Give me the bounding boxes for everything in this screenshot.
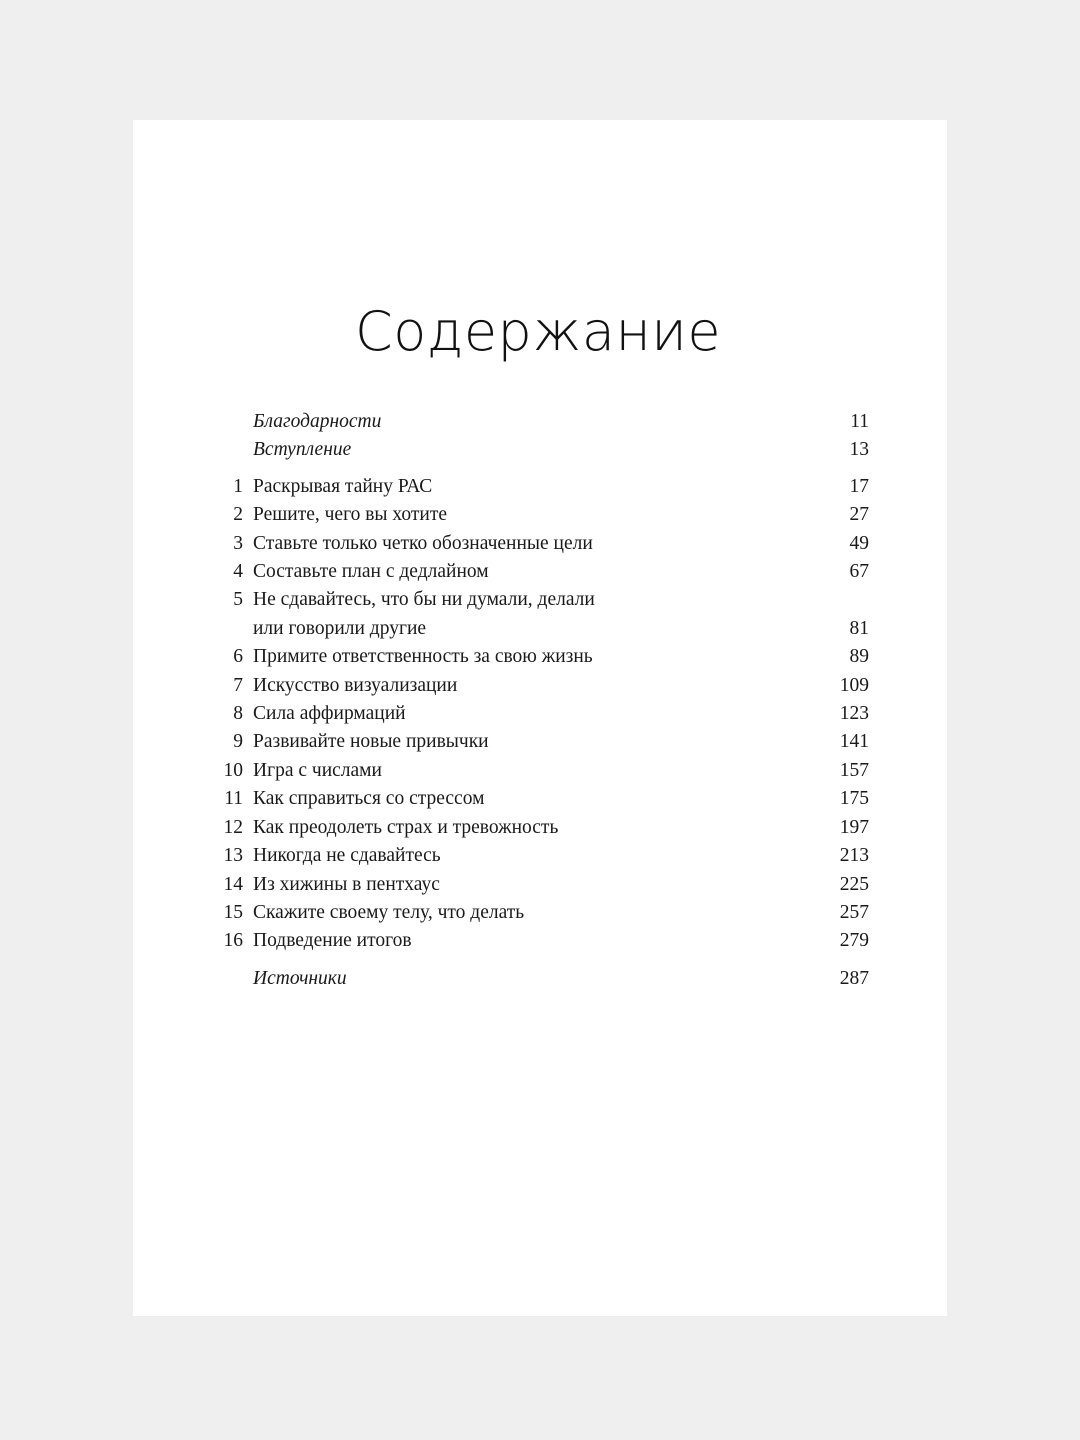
toc-entry-page-number: 49 (849, 532, 869, 554)
toc-entry-page-number: 213 (839, 845, 869, 867)
toc-entry[interactable] (209, 436, 869, 464)
toc-entry-number: 15 (223, 901, 243, 923)
toc-entry-number: 5 (233, 589, 243, 611)
toc-entry-title: Подведение итогов (253, 930, 412, 952)
toc-entry-number: 6 (233, 646, 243, 668)
toc-entry-number: 4 (233, 561, 243, 583)
toc-entry-title: Решите, чего вы хотите (253, 504, 448, 526)
toc-entry[interactable] (209, 558, 869, 586)
toc-entry-title: Вступление (253, 439, 352, 461)
toc-entry-page-number: 287 (839, 967, 869, 989)
toc-entry[interactable] (209, 501, 869, 529)
toc-entry[interactable] (209, 785, 869, 813)
toc-entry[interactable] (209, 672, 869, 700)
toc-entry[interactable] (209, 586, 869, 643)
toc-entry[interactable] (209, 965, 869, 993)
toc-entry-page-number: 13 (849, 439, 869, 461)
toc-entry[interactable] (209, 842, 869, 870)
toc-entry[interactable] (209, 700, 869, 728)
toc-entry-page-number: 175 (839, 788, 869, 810)
toc-entry-number: 16 (223, 930, 243, 952)
toc-entry-page-number: 123 (839, 703, 869, 725)
toc-entry-title: Как справиться со стрессом (253, 788, 485, 810)
toc-entry-number: 9 (233, 731, 243, 753)
toc-entry-title: Сила аффирмаций (253, 703, 406, 725)
toc-entry-page-number: 17 (849, 475, 869, 497)
book-page (133, 120, 947, 1316)
toc-entry-page-number: 225 (839, 873, 869, 895)
toc-entry-number: 12 (223, 816, 243, 838)
toc-entry-page-number: 81 (849, 617, 869, 639)
toc-entry[interactable] (209, 757, 869, 785)
toc-entry-title: Никогда не сдавайтесь (253, 845, 441, 867)
page-title: Содержание (355, 300, 722, 363)
toc-entry-page-number: 89 (849, 646, 869, 668)
toc-entry[interactable] (209, 871, 869, 899)
toc-entry-number: 14 (223, 873, 243, 895)
toc-entry-page-number: 157 (839, 759, 869, 781)
toc-entry-title: Благодарности (253, 411, 382, 432)
table-of-contents (209, 408, 869, 993)
toc-entry-title: Источники (253, 967, 347, 989)
toc-entry[interactable] (209, 643, 869, 671)
toc-entry[interactable] (209, 473, 869, 501)
toc-entry-number: 11 (224, 788, 243, 810)
toc-entry-title: Развивайте новые привычки (253, 731, 489, 753)
toc-entry-title: Ставьте только четко обозначенные цели (253, 532, 593, 554)
toc-entry-title-line1: Не сдавайтесь, что бы ни думали, делали (253, 589, 595, 611)
toc-entry[interactable] (209, 814, 869, 842)
toc-entry[interactable] (209, 408, 869, 436)
toc-entry-number: 8 (233, 703, 243, 725)
toc-entry-page-number: 27 (849, 504, 869, 526)
toc-entry-title: Игра с числами (253, 759, 382, 781)
toc-entry-title: Как преодолеть страх и тревожность (253, 816, 559, 838)
toc-entry-page-number: 109 (839, 674, 869, 696)
toc-entry[interactable] (209, 899, 869, 927)
toc-entry[interactable] (209, 728, 869, 756)
toc-entry-title: Искусство визуализации (253, 674, 458, 696)
toc-entry-title: Составьте план с дедлайном (253, 561, 489, 583)
toc-entry-title: Примите ответственность за свою жизнь (253, 646, 593, 668)
toc-entry[interactable] (209, 530, 869, 558)
toc-entry-page-number: 141 (839, 731, 869, 753)
toc-entry-title (243, 586, 823, 643)
toc-entry-page-number: 279 (839, 930, 869, 952)
toc-entry-title: Раскрывая тайну РАС (253, 475, 433, 497)
toc-entry-page-number: 11 (850, 411, 869, 432)
toc-entry-number: 2 (233, 504, 243, 526)
toc-entry-number: 13 (223, 845, 243, 867)
toc-entry-page-number: 257 (839, 901, 869, 923)
toc-entry-number: 10 (223, 759, 243, 781)
toc-entry-page-number: 67 (849, 561, 869, 583)
toc-entry-title: Из хижины в пентхаус (253, 873, 440, 895)
toc-entry-number: 3 (233, 532, 243, 554)
toc-entry-title-line2: или говорили другие (253, 617, 427, 639)
toc-entry-page-number: 197 (839, 816, 869, 838)
toc-entry[interactable] (209, 927, 869, 955)
toc-entry-title: Скажите своему телу, что делать (253, 901, 525, 923)
toc-entry-number: 1 (233, 475, 243, 497)
toc-entry-number: 7 (233, 674, 243, 696)
